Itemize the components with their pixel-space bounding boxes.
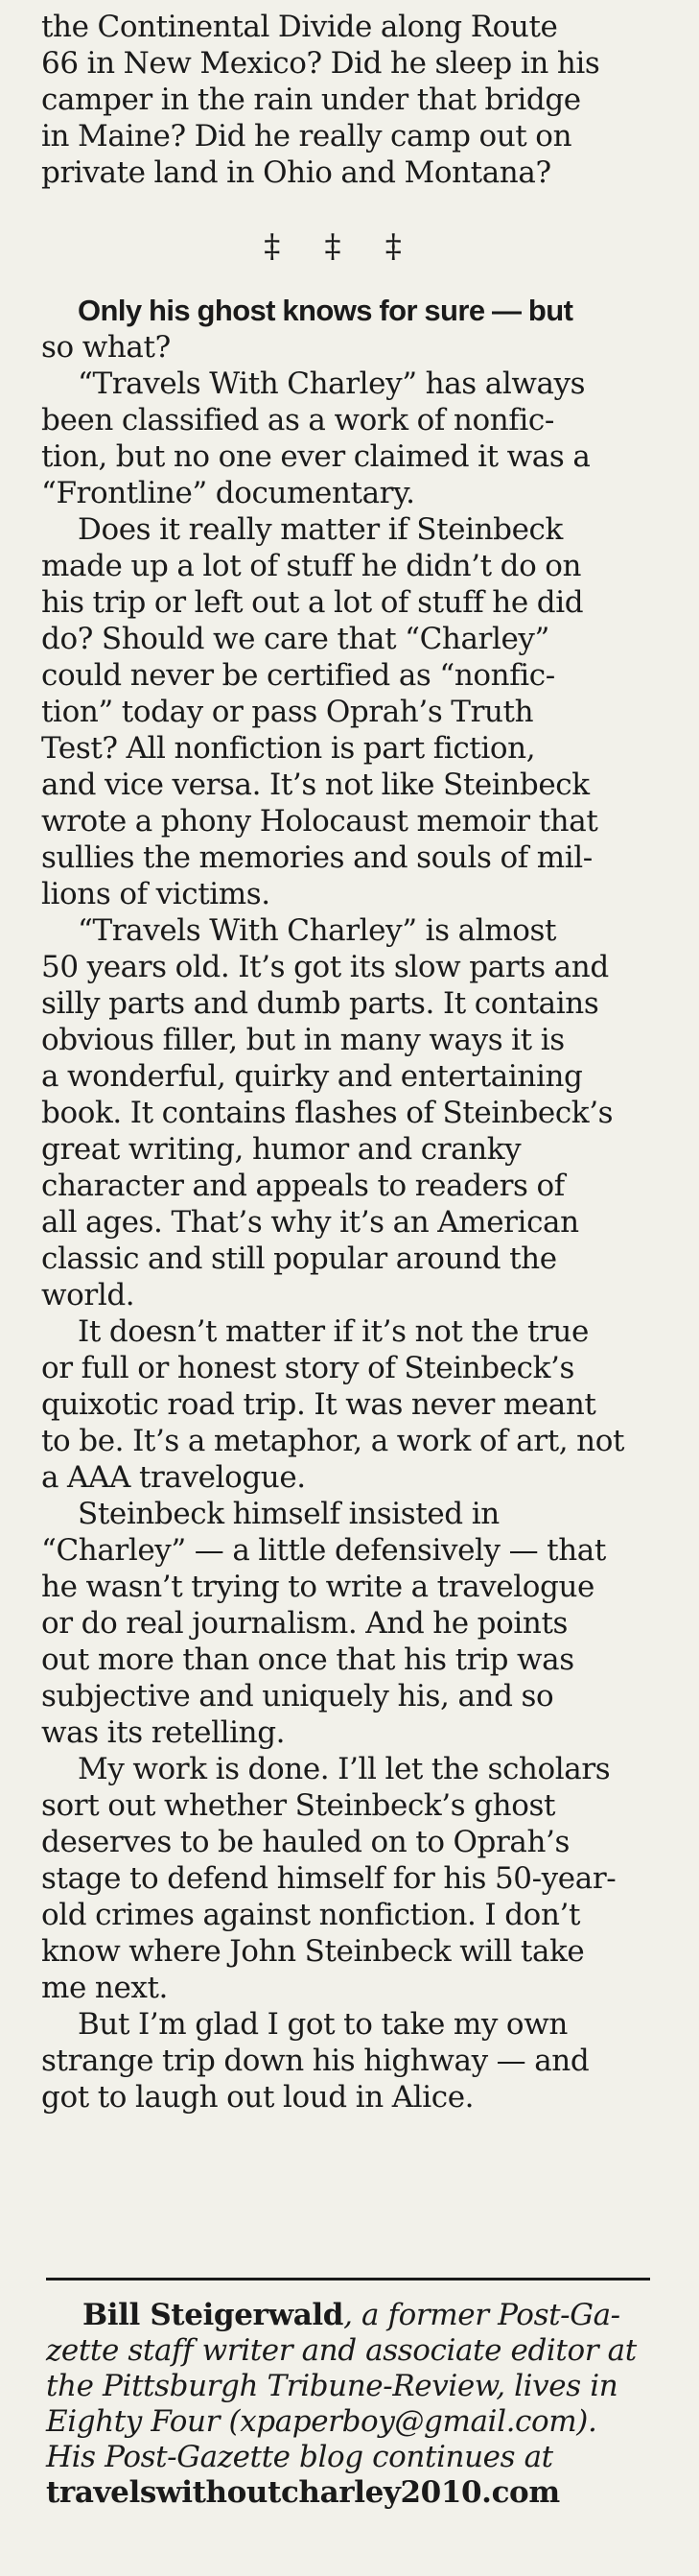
text-line: made up a lot of stuff he didn’t do on <box>41 549 582 583</box>
text-line: lions of victims. <box>41 877 270 911</box>
text-line: deserves to be hauled on to Oprah’s <box>41 1825 571 1859</box>
text-line: Does it really matter if Steinbeck <box>78 512 563 547</box>
author-bio <box>46 2298 660 2511</box>
text-line: sullies the memories and souls of mil- <box>41 840 593 875</box>
author-name: Bill Steigerwald <box>82 2298 344 2332</box>
bio-divider-rule <box>46 2278 650 2281</box>
text-line: obvious filler, but in many ways it is <box>41 1023 565 1057</box>
text-line: It doesn’t matter if it’s not the true <box>78 1314 589 1349</box>
paragraph-5 <box>41 1496 699 1751</box>
lead-bold-line <box>41 293 699 329</box>
bio-text: zette staff writer and associate editor at <box>46 2333 637 2368</box>
paragraph-6 <box>41 1751 699 2006</box>
text-line: to be. It’s a metaphor, a work of art, not <box>41 1424 625 1458</box>
text-line: know where John Steinbeck will take <box>41 1934 585 1969</box>
blog-url-link[interactable]: travelswithoutcharley2010.com <box>46 2475 560 2510</box>
paragraph-3 <box>41 912 699 1313</box>
text-line: quixotic road trip. It was never meant <box>41 1387 596 1422</box>
lead-bold-text: Only his ghost knows for sure — but <box>78 294 573 327</box>
lead-paragraph <box>41 293 699 366</box>
text-line: Steinbeck himself insisted in <box>78 1497 500 1531</box>
paragraph-4 <box>41 1313 699 1496</box>
text-line: the Continental Divide along Route <box>41 10 558 44</box>
text-line: out more than once that his trip was <box>41 1642 574 1677</box>
bio-text: the Pittsburgh Tribune-Review, lives in <box>46 2369 618 2403</box>
text-line: his trip or left out a lot of stuff he did <box>41 585 584 620</box>
text-line: could never be certified as “nonfic- <box>41 658 555 693</box>
text-line: Test? All nonfiction is part fiction, <box>41 731 536 766</box>
text-line: great writing, humor and cranky <box>41 1132 522 1167</box>
text-line: book. It contains flashes of Steinbeck’s <box>41 1096 614 1130</box>
text-line: 66 in New Mexico? Did he sleep in his <box>41 46 600 81</box>
text-line: world. <box>41 1278 135 1312</box>
text-line: a AAA travelogue. <box>41 1460 306 1495</box>
text-line: tion” today or pass Oprah’s Truth <box>41 695 534 729</box>
text-line: old crimes against nonfiction. I don’t <box>41 1898 581 1932</box>
text-line: tion, but no one ever claimed it was a <box>41 439 591 474</box>
text-line: sort out whether Steinbeck’s ghost <box>41 1788 556 1823</box>
text-line: he wasn’t trying to write a travelogue <box>41 1570 594 1604</box>
text-line: do? Should we care that “Charley” <box>41 622 549 656</box>
text-line: all ages. That’s why it’s an American <box>41 1205 579 1240</box>
text-line: been classified as a work of nonfic- <box>41 403 554 437</box>
text-line: got to laugh out loud in Alice. <box>41 2080 475 2115</box>
bio-line <box>46 2404 660 2440</box>
bio-line <box>46 2369 660 2404</box>
bio-line <box>46 2298 660 2333</box>
paragraph-1 <box>41 366 699 511</box>
text-line: silly parts and dumb parts. It contains <box>41 986 599 1021</box>
text-line: so what? <box>41 330 171 365</box>
text-line: character and appeals to readers of <box>41 1169 565 1203</box>
text-line: private land in Ohio and Montana? <box>41 155 551 190</box>
article-opening-lines <box>41 9 699 191</box>
text-line: 50 years old. It’s got its slow parts and <box>41 950 609 984</box>
section-separator: ‡ ‡ ‡ <box>264 227 419 266</box>
text-line: was its retelling. <box>41 1715 286 1750</box>
bio-line <box>46 2440 660 2475</box>
text-line: stage to defend himself for his 50-year- <box>41 1861 617 1896</box>
text-line: But I’m glad I got to take my own <box>78 2007 568 2042</box>
bio-line <box>46 2333 660 2369</box>
text-line: and vice versa. It’s not like Steinbeck <box>41 768 590 802</box>
text-line: subjective and uniquely his, and so <box>41 1679 554 1713</box>
text-line: a wonderful, quirky and entertaining <box>41 1059 583 1094</box>
text-line: in Maine? Did he really camp out on <box>41 119 572 154</box>
text-line: camper in the rain under that bridge <box>41 83 581 117</box>
text-line: wrote a phony Holocaust memoir that <box>41 804 598 839</box>
bio-text: Eighty Four (xpaperboy@gmail.com). <box>46 2404 597 2439</box>
text-line: strange trip down his highway — and <box>41 2044 590 2078</box>
text-line: or full or honest story of Steinbeck’s <box>41 1351 574 1385</box>
text-line: “Travels With Charley” is almost <box>78 913 557 948</box>
bio-text: His Post-Gazette blog continues at <box>46 2440 553 2474</box>
text-line: classic and still popular around the <box>41 1241 557 1276</box>
bio-text: , a former Post-Ga- <box>343 2298 620 2332</box>
text-line: or do real journalism. And he points <box>41 1606 569 1641</box>
paragraph-2 <box>41 511 699 912</box>
text-line: me next. <box>41 1971 169 2005</box>
text-line: “Frontline” documentary. <box>41 476 415 510</box>
paragraph-7 <box>41 2006 699 2115</box>
text-line: My work is done. I’ll let the scholars <box>78 1752 611 1786</box>
text-line: “Travels With Charley” has always <box>78 366 586 401</box>
text-line: “Charley” — a little defensively — that <box>41 1533 606 1568</box>
